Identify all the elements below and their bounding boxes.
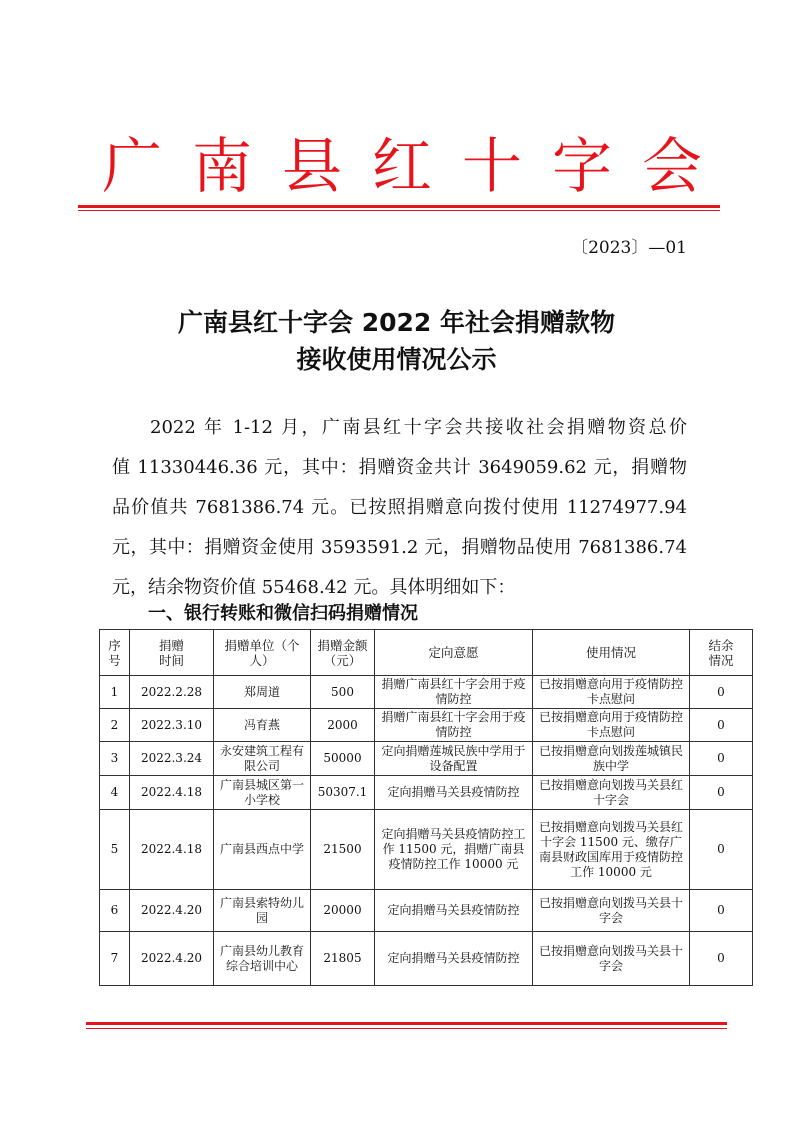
masthead-divider-thin <box>78 210 720 211</box>
cell-intent: 定向捐赠莲城民族中学用于设备配置 <box>375 742 533 776</box>
cell-amount: 20000 <box>311 890 375 932</box>
cell-balance: 0 <box>690 932 753 986</box>
cell-usage: 已按捐赠意向划拨马关县红十字会 11500 元、缴存广南县财政国库用于疫情防控工作 10000 元 <box>533 810 690 890</box>
body-line: 2022 年 1-12 月，广南县红十字会共接收社会捐赠物资总价 <box>150 417 687 438</box>
col-header-donor: 捐赠单位（个人） <box>214 630 311 676</box>
cell-balance: 0 <box>690 890 753 932</box>
cell-intent: 定向捐赠马关县疫情防控 <box>375 890 533 932</box>
cell-intent: 捐赠广南县红十字会用于疫情防控 <box>375 709 533 742</box>
document-title-line-1: 广南县红十字会 2022 年社会捐赠款物 <box>178 308 615 337</box>
cell-date: 2022.3.10 <box>130 709 214 742</box>
footer-divider-thin <box>86 1028 727 1029</box>
table-row <box>100 776 753 810</box>
document-number: 〔2023〕—01 <box>571 238 687 258</box>
table-row <box>100 742 753 776</box>
cell-balance: 0 <box>690 742 753 776</box>
cell-intent: 定向捐赠马关县疫情防控 <box>375 932 533 986</box>
body-line: 品价值共 7681386.74 元。已按照捐赠意向拨付使用 11274977.94 <box>112 497 687 518</box>
cell-index: 1 <box>100 676 130 709</box>
cell-date: 2022.4.20 <box>130 932 214 986</box>
table-row <box>100 932 753 986</box>
cell-usage: 已按捐赠意向划拨莲城镇民族中学 <box>533 742 690 776</box>
document-title-line-2: 接收使用情况公示 <box>296 345 497 374</box>
footer-divider-thick <box>86 1022 727 1025</box>
cell-balance: 0 <box>690 676 753 709</box>
masthead-char: 南 <box>192 132 252 202</box>
cell-amount: 21500 <box>311 810 375 890</box>
cell-donor: 广南县索特幼儿园 <box>214 890 311 932</box>
cell-index: 2 <box>100 709 130 742</box>
cell-index: 7 <box>100 932 130 986</box>
cell-balance: 0 <box>690 810 753 890</box>
table-row <box>100 810 753 890</box>
cell-date: 2022.4.18 <box>130 776 214 810</box>
cell-date: 2022.2.28 <box>130 676 214 709</box>
col-header-intent: 定向意愿 <box>375 630 533 676</box>
cell-usage: 已按捐赠意向用于疫情防控卡点慰问 <box>533 709 690 742</box>
col-header-date: 捐赠时间 <box>130 630 214 676</box>
cell-date: 2022.4.18 <box>130 810 214 890</box>
cell-date: 2022.4.20 <box>130 890 214 932</box>
masthead-divider-thick <box>78 205 720 208</box>
col-header-balance: 结余情况 <box>690 630 753 676</box>
masthead-char: 广 <box>102 132 162 202</box>
cell-balance: 0 <box>690 776 753 810</box>
col-header-index: 序号 <box>100 630 130 676</box>
cell-usage: 已按捐赠意向划拨马关县十字会 <box>533 890 690 932</box>
masthead-char: 十 <box>462 132 522 202</box>
body-paragraph <box>112 408 687 608</box>
cell-donor: 郑周道 <box>214 676 311 709</box>
col-header-amount: 捐赠金额（元） <box>311 630 375 676</box>
cell-index: 3 <box>100 742 130 776</box>
cell-donor: 广南县幼儿教育综合培训中心 <box>214 932 311 986</box>
table-row <box>100 709 753 742</box>
cell-donor: 广南县西点中学 <box>214 810 311 890</box>
body-line: 元，其中：捐赠资金使用 3593591.2 元，捐赠物品使用 7681386.74 <box>112 537 687 558</box>
masthead-char: 县 <box>282 132 342 202</box>
masthead-title <box>102 132 702 202</box>
cell-intent: 定向捐赠马关县疫情防控 <box>375 776 533 810</box>
cell-donor: 永安建筑工程有限公司 <box>214 742 311 776</box>
masthead-char: 会 <box>642 132 702 202</box>
cell-usage: 已按捐赠意向用于疫情防控卡点慰问 <box>533 676 690 709</box>
cell-donor: 冯育燕 <box>214 709 311 742</box>
cell-date: 2022.3.24 <box>130 742 214 776</box>
cell-usage: 已按捐赠意向划拨马关县十字会 <box>533 932 690 986</box>
cell-index: 6 <box>100 890 130 932</box>
table-header-row <box>100 630 753 676</box>
cell-amount: 500 <box>311 676 375 709</box>
cell-intent: 捐赠广南县红十字会用于疫情防控 <box>375 676 533 709</box>
cell-amount: 50000 <box>311 742 375 776</box>
cell-amount: 21805 <box>311 932 375 986</box>
col-header-usage: 使用情况 <box>533 630 690 676</box>
cell-index: 5 <box>100 810 130 890</box>
body-line: 元，结余物资价值 55468.42 元。具体明细如下： <box>112 577 516 598</box>
table-row <box>100 890 753 932</box>
table-row <box>100 676 753 709</box>
section-heading: 一、银行转账和微信扫码捐赠情况 <box>148 603 418 624</box>
masthead-char: 字 <box>552 132 612 202</box>
body-line: 值 11330446.36 元，其中：捐赠资金共计 3649059.62 元，捐赠物 <box>112 457 687 478</box>
cell-balance: 0 <box>690 709 753 742</box>
masthead-char: 红 <box>372 132 432 202</box>
cell-intent: 定向捐赠马关县疫情防控工作 11500 元，捐赠广南县疫情防控工作 10000 元 <box>375 810 533 890</box>
donation-table <box>99 629 753 986</box>
cell-amount: 2000 <box>311 709 375 742</box>
cell-amount: 50307.1 <box>311 776 375 810</box>
cell-usage: 已按捐赠意向划拨马关县红十字会 <box>533 776 690 810</box>
cell-index: 4 <box>100 776 130 810</box>
cell-donor: 广南县城区第一小学校 <box>214 776 311 810</box>
